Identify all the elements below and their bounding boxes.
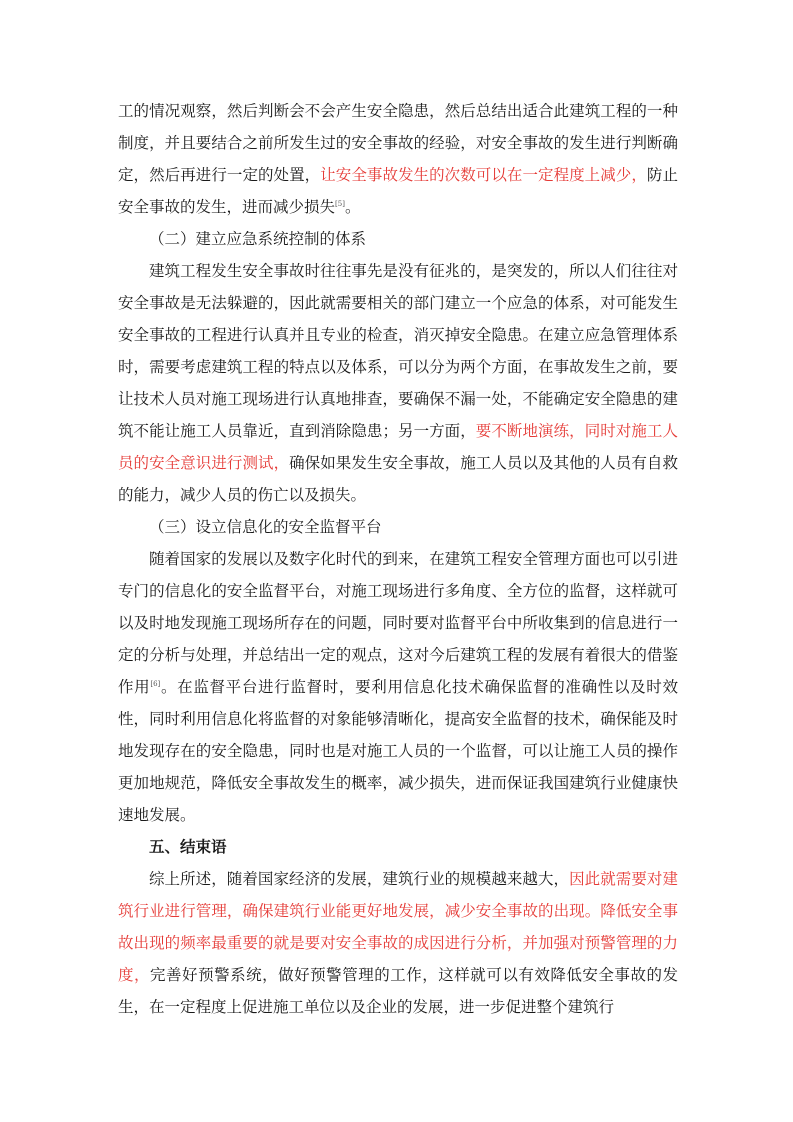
- highlighted-text: 让安全事故发生的次数可以在一定程度上减少，: [320, 166, 647, 184]
- text-run: 五、结束语: [149, 838, 227, 856]
- text-run: 综上所述，随着国家经济的发展，建筑行业的规模越来越大，: [149, 870, 570, 888]
- section-heading: [118, 511, 678, 543]
- body-paragraph: [118, 543, 678, 831]
- document-body: [118, 95, 678, 1023]
- text-run: 。: [344, 198, 361, 216]
- body-paragraph: [118, 863, 678, 1023]
- text-run: 完善好预警系统，做好预警管理的工作，这样就可以有效降低安全事故的发生，在一定程度上促进施工单位以及企业的发展，进一步促进整个建筑行: [118, 966, 678, 1016]
- text-run: 防止安全事故的发生，进而减少损失: [118, 166, 678, 216]
- citation-marker: [6]: [150, 679, 161, 688]
- highlighted-text: 要不断地演练，同时对施工人员的安全意识进行测试，: [118, 422, 678, 472]
- highlighted-text: 因此就需要对建筑行业进行管理，确保建筑行业能更好地发展，减少安全事故的出现。降低安全事故出现的频率最重要的就是要对安全事故的成因进行分析，并加强对预警管理的力度，: [118, 870, 678, 984]
- text-run: 随着国家的发展以及数字化时代的到来，在建筑工程安全管理方面也可以引进专门的信息化的安全监督平台，对施工现场进行多角度、全方位的监督，这样就可以及时地发现施工现场所存在的问题，同时要对监督平台中所收集到的信息进行一定的分析与处理，并总结出一定的观点，这对今后建筑工程的发展有着很大的借鉴作用: [118, 550, 678, 696]
- text-run: 。在监督平台进行监督时，要利用信息化技术确保监督的准确性以及时效性，同时利用信息化将监督的对象能够清晰化，提高安全监督的技术，确保能及时地发现存在的安全隐患，同时也是对施工人员的一个监督，可以让施工人员的操作更加地规范，降低安全事故发生的概率，减少损失，进而保证我国建筑行业健康快速地发展。: [118, 678, 678, 824]
- citation-marker: [5]: [335, 199, 345, 208]
- text-run: 工的情况观察，然后判断会不会产生安全隐患，然后总结出适合此建筑工程的一种制度，并且要结合之前所发生过的安全事故的经验，对安全事故的发生进行判断确定，然后再进行一定的处置，: [118, 102, 678, 184]
- section-heading: [118, 223, 678, 255]
- body-paragraph: [118, 95, 678, 223]
- text-run: （二）建立应急系统控制的体系: [149, 230, 367, 248]
- text-run: 确保如果发生安全事故，施工人员以及其他的人员有自救的能力，减少人员的伤亡以及损失。: [118, 454, 678, 504]
- chapter-heading: [118, 831, 678, 863]
- text-run: （三）设立信息化的安全监督平台: [149, 518, 382, 536]
- body-paragraph: [118, 255, 678, 511]
- text-run: 建筑工程发生安全事故时往往事先是没有征兆的，是突发的，所以人们往往对安全事故是无法躲避的，因此就需要相关的部门建立一个应急的体系，对可能发生安全事故的工程进行认真并且专业的检查，消灭掉安全隐患。在建立应急管理体系时，需要考虑建筑工程的特点以及体系，可以分为两个方面，在事故发生之前，要让技术人员对施工现场进行认真地排查，要确保不漏一处，不能确定安全隐患的建筑不能让施工人员靠近，直到消除隐患；另一方面，: [118, 262, 678, 440]
